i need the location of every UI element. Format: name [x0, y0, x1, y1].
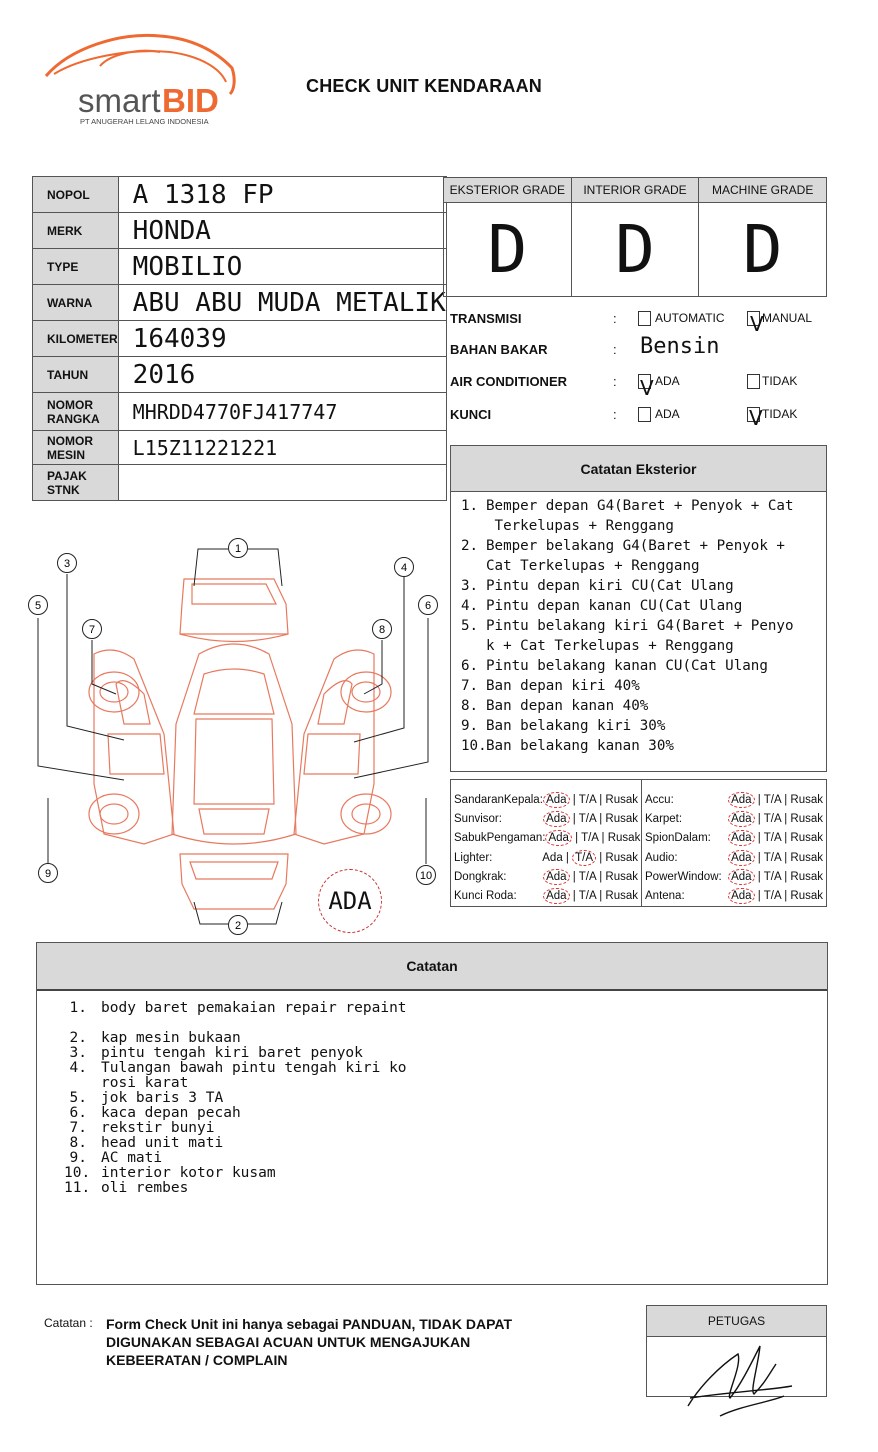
marker-number: 1 — [234, 543, 242, 555]
vehicle-info-row — [33, 321, 447, 357]
accessories-panel — [450, 779, 827, 907]
accessory-options — [728, 888, 826, 904]
grade-label: MACHINE GRADE — [699, 178, 826, 203]
note-text — [486, 736, 674, 756]
option-ta[interactable]: T/A — [578, 890, 596, 903]
vehicle-info-value: L15Z11221221 — [118, 431, 446, 465]
note-number: 6. — [461, 658, 479, 674]
transmisi-label: TRANSMISI — [450, 311, 522, 326]
catatan-text — [101, 1181, 188, 1196]
catatan-number: 3. — [69, 1045, 87, 1061]
option-separator: | — [781, 832, 791, 845]
exterior-note-item — [461, 696, 820, 716]
vehicle-info-row — [33, 465, 447, 501]
colon: : — [498, 812, 502, 825]
note-text — [486, 656, 768, 676]
exterior-note-item — [461, 656, 820, 676]
colon: : — [489, 851, 493, 864]
option-ada[interactable]: Ada — [728, 869, 754, 885]
diagram-marker-6 — [419, 596, 438, 615]
option-separator: | — [562, 851, 573, 864]
catatan-line: Tulangan bawah pintu tengah kiri ko — [101, 1060, 407, 1076]
vehicle-info-value — [118, 465, 446, 501]
vehicle-info-label: KILOMETER — [33, 321, 119, 357]
accessory-name: Karpet — [645, 812, 679, 825]
exterior-grade — [444, 178, 572, 296]
catatan-line: rekstir bunyi — [101, 1120, 215, 1136]
exterior-notes-title: Catatan Eksterior — [451, 446, 826, 492]
vehicle-info-label: NOMOR RANGKA — [33, 393, 119, 431]
option-ta[interactable]: T/A — [581, 832, 599, 845]
petugas-label: PETUGAS — [647, 1306, 826, 1337]
note-number: 9. — [461, 718, 479, 734]
catatan-item — [64, 1061, 827, 1091]
catatan-text — [101, 1136, 223, 1151]
smartbid-logo — [40, 28, 240, 128]
vehicle-info-value: MOBILIO — [118, 249, 446, 285]
catatan-number: 6. — [69, 1105, 87, 1121]
ac-ada-label: ADA — [655, 374, 680, 388]
catatan-item — [64, 1181, 827, 1196]
option-rusak[interactable]: Rusak — [607, 832, 641, 845]
vehicle-info-row — [33, 177, 447, 213]
catatan-text — [101, 1106, 241, 1121]
catatan-line: body baret pemakaian repair repaint — [101, 1000, 407, 1016]
accessory-row — [454, 848, 641, 867]
vehicle-info-row — [33, 249, 447, 285]
note-number: 10. — [461, 738, 487, 754]
marker-number: 8 — [378, 624, 386, 636]
colon: : — [707, 832, 711, 845]
marker-number: 6 — [424, 600, 432, 612]
option-ada[interactable]: Ada — [545, 830, 571, 846]
catatan-line: interior kotor kusam — [101, 1165, 276, 1181]
catatan-number: 11. — [64, 1180, 91, 1196]
colon: : — [539, 793, 543, 806]
option-separator: | — [781, 851, 791, 864]
vehicle-info-label: NOMOR MESIN — [33, 431, 119, 465]
note-number: 1. — [461, 498, 479, 514]
accessory-row — [645, 886, 826, 905]
kunci-label: KUNCI — [450, 407, 492, 422]
option-separator: | — [596, 793, 606, 806]
catatan-item — [64, 1151, 827, 1166]
option-rusak[interactable]: Rusak — [605, 812, 638, 825]
colon: : — [542, 832, 546, 845]
bahan-bakar-label: BAHAN BAKAR — [450, 342, 548, 357]
note-line: Terkelupas + Renggang — [486, 518, 674, 534]
option-ta[interactable]: T/A — [578, 812, 596, 825]
option-ta[interactable]: T/A — [763, 851, 781, 864]
exterior-note-item — [461, 496, 820, 536]
option-separator: | — [781, 870, 791, 883]
marker-number: 3 — [63, 558, 71, 570]
catatan-text — [101, 1091, 223, 1106]
option-rusak[interactable]: Rusak — [790, 812, 823, 825]
option-ada[interactable]: Ada — [728, 850, 754, 866]
catatan-item — [64, 1106, 827, 1121]
catatan-text — [101, 1151, 162, 1166]
note-text — [486, 496, 794, 536]
diagram-marker-2 — [229, 916, 248, 935]
note-number: 8. — [461, 698, 479, 714]
vehicle-info-row — [33, 357, 447, 393]
catatan-list — [37, 991, 827, 1196]
option-ta[interactable]: T/A — [572, 850, 596, 866]
option-rusak[interactable]: Rusak — [790, 832, 823, 845]
catatan-line: jok baris 3 TA — [101, 1090, 224, 1106]
vehicle-info-value: HONDA — [118, 213, 446, 249]
accessory-row — [454, 809, 641, 828]
catatan-text — [101, 1046, 363, 1061]
diagram-marker-4 — [395, 558, 414, 577]
accessory-name: Dongkrak — [454, 870, 504, 883]
marker-number: 7 — [88, 624, 96, 636]
page-title: CHECK UNIT KENDARAAN — [306, 76, 542, 96]
option-ada[interactable]: Ada — [543, 869, 569, 885]
accessory-options — [542, 850, 641, 866]
note-line: Ban belakang kanan 30% — [486, 738, 674, 754]
accessory-options — [728, 792, 826, 808]
petugas-signature — [680, 1336, 800, 1418]
option-ada[interactable]: Ada — [543, 792, 569, 808]
vehicle-info-label: MERK — [33, 213, 119, 249]
option-separator: | — [596, 851, 606, 864]
grade-panel — [443, 177, 827, 297]
accessory-name: SpionDalam — [645, 832, 708, 845]
option-separator: | — [781, 812, 791, 825]
option-ta[interactable]: T/A — [763, 812, 781, 825]
accessory-row — [454, 867, 641, 886]
catatan-title: Catatan — [37, 943, 827, 991]
vehicle-info-label: WARNA — [33, 285, 119, 321]
option-separator: | — [754, 832, 764, 845]
note-line: k + Cat Terkelupas + Renggang — [486, 638, 734, 654]
vehicle-info-label: TAHUN — [33, 357, 119, 393]
colon: : — [513, 890, 517, 903]
note-line: Pintu depan kiri CU(Cat Ulang — [486, 578, 734, 594]
note-line: Pintu depan kanan CU(Cat Ulang — [486, 598, 743, 614]
catatan-number: 7. — [69, 1120, 87, 1136]
option-ta[interactable]: T/A — [763, 890, 781, 903]
kunci-ada-label: ADA — [655, 407, 680, 421]
option-ada[interactable]: Ada — [728, 811, 754, 827]
colon: : — [718, 870, 722, 883]
vehicle-info-value: 164039 — [118, 321, 446, 357]
catatan-item — [64, 1046, 827, 1061]
catatan-text — [101, 1031, 241, 1046]
catatan-text — [101, 1121, 215, 1136]
diagram-marker-9 — [39, 864, 58, 883]
accessory-row — [645, 829, 826, 848]
catatan-text — [101, 1001, 407, 1016]
catatan-number: 5. — [69, 1090, 87, 1106]
vehicle-info-label: PAJAK STNK — [33, 465, 119, 501]
option-ta[interactable]: T/A — [763, 793, 781, 806]
footer-label: Catatan : — [44, 1316, 93, 1330]
note-line: Ban depan kanan 40% — [486, 698, 649, 714]
exterior-note-item — [461, 736, 820, 756]
note-text — [486, 576, 734, 596]
option-rusak[interactable]: Rusak — [605, 793, 638, 806]
accessory-options — [543, 811, 641, 827]
catatan-item — [64, 1136, 827, 1151]
vehicle-info-row — [33, 213, 447, 249]
option-rusak[interactable]: Rusak — [790, 870, 823, 883]
grade-label: INTERIOR GRADE — [572, 178, 699, 203]
option-rusak[interactable]: Rusak — [790, 890, 823, 903]
vehicle-info-value: A 1318 FP — [118, 177, 446, 213]
diagram-marker-8 — [373, 620, 392, 639]
diagram-marker-1 — [229, 539, 248, 558]
note-number: 7. — [461, 678, 479, 694]
catatan-line: kaca depan pecah — [101, 1105, 241, 1121]
marker-number: 10 — [419, 870, 433, 882]
vehicle-info-label: TYPE — [33, 249, 119, 285]
ac-label: AIR CONDITIONER — [450, 374, 567, 389]
option-separator: | — [598, 832, 608, 845]
interior-grade — [572, 178, 700, 296]
accessory-options — [543, 869, 641, 885]
option-rusak[interactable]: Rusak — [605, 890, 638, 903]
option-ada[interactable]: Ada — [542, 851, 563, 864]
option-separator: | — [569, 890, 579, 903]
option-separator: | — [569, 793, 579, 806]
logo-company: PT ANUGERAH LELANG INDONESIA — [80, 117, 209, 126]
note-number: 4. — [461, 598, 479, 614]
option-ada[interactable]: Ada — [543, 811, 569, 827]
catatan-item — [64, 1031, 827, 1046]
grade-value: D — [487, 211, 528, 288]
colon: : — [613, 407, 617, 422]
note-text — [486, 536, 785, 576]
diagram-marker-7 — [83, 620, 102, 639]
note-text — [486, 696, 648, 716]
exterior-notes-panel — [450, 445, 827, 772]
catatan-item — [64, 1166, 827, 1181]
option-separator: | — [571, 832, 582, 845]
note-line: Cat Terkelupas + Renggang — [486, 558, 700, 574]
option-separator: | — [754, 793, 764, 806]
note-number: 5. — [461, 618, 479, 634]
accessory-name: Kunci Roda — [454, 890, 514, 903]
option-rusak[interactable]: Rusak — [790, 851, 823, 864]
colon: : — [678, 812, 683, 825]
note-line: Bemper depan G4(Baret + Penyok + Cat — [486, 498, 794, 514]
check-mark: V — [640, 376, 654, 400]
option-ada[interactable]: Ada — [728, 830, 754, 846]
accessory-options — [543, 792, 641, 808]
exterior-note-item — [461, 596, 820, 616]
exterior-note-item — [461, 716, 820, 736]
note-line: Pintu belakang kiri G4(Baret + Penyo — [486, 618, 794, 634]
catatan-number: 8. — [69, 1135, 87, 1151]
colon: : — [503, 870, 507, 883]
catatan-item — [64, 1121, 827, 1136]
accessories-left — [451, 780, 642, 906]
marker-number: 5 — [34, 600, 42, 612]
accessory-name: SabukPengaman — [454, 832, 543, 845]
note-line: Pintu belakang kanan CU(Cat Ulang — [486, 658, 768, 674]
vehicle-info-value: ABU ABU MUDA METALIK — [118, 285, 446, 321]
accessory-row — [645, 867, 826, 886]
marker-number: 2 — [234, 920, 242, 932]
manual-label: MANUAL — [762, 311, 813, 325]
option-separator: | — [781, 890, 791, 903]
catatan-item — [64, 1091, 827, 1106]
note-line: Bemper belakang G4(Baret + Penyok + — [486, 538, 785, 554]
car-damage-diagram — [24, 534, 444, 939]
colon: : — [613, 342, 617, 357]
colon: : — [670, 793, 674, 806]
accessory-row — [645, 848, 826, 867]
catatan-number: 9. — [69, 1150, 87, 1166]
accessory-name: PowerWindow — [645, 870, 719, 883]
accessory-name: SandaranKepala — [454, 793, 540, 806]
kunci-tidak-label: TIDAK — [762, 407, 798, 421]
bahan-bakar-value: Bensin — [640, 334, 720, 359]
note-text — [486, 596, 742, 616]
catatan-number: 1. — [69, 1000, 87, 1016]
marker-number: 9 — [44, 868, 52, 880]
option-separator: | — [754, 890, 764, 903]
vehicle-info-row — [33, 431, 447, 465]
option-separator: | — [754, 812, 764, 825]
accessory-options — [728, 850, 826, 866]
kunci-ada-checkbox[interactable] — [638, 407, 651, 422]
marker-number: 4 — [400, 562, 408, 574]
note-text — [486, 616, 794, 656]
accessory-name: Sunvisor — [454, 812, 499, 825]
option-ta[interactable]: T/A — [578, 793, 596, 806]
catatan-number: 10. — [64, 1165, 91, 1181]
vehicle-info-row — [33, 393, 447, 431]
catatan-line: AC mati — [101, 1150, 163, 1166]
automatic-checkbox[interactable] — [638, 311, 651, 326]
svg-text:smart: smart — [78, 82, 161, 119]
option-separator: | — [754, 870, 764, 883]
accessory-options — [543, 888, 641, 904]
accessory-name: Audio — [645, 851, 675, 864]
accessory-options — [545, 830, 643, 846]
colon: : — [674, 851, 678, 864]
accessories-right — [642, 780, 826, 906]
option-rusak[interactable]: Rusak — [605, 851, 638, 864]
option-ta[interactable]: T/A — [763, 832, 781, 845]
option-separator: | — [569, 812, 579, 825]
option-separator: | — [569, 870, 579, 883]
catatan-line: kap mesin bukaan — [101, 1030, 241, 1046]
catatan-text — [101, 1166, 276, 1181]
option-separator: | — [781, 793, 791, 806]
exterior-notes-list — [451, 492, 826, 756]
catatan-text — [101, 1061, 407, 1091]
vehicle-info-value: MHRDD4770FJ417747 — [118, 393, 446, 431]
grade-label: EKSTERIOR GRADE — [444, 178, 571, 203]
option-rusak[interactable]: Rusak — [605, 870, 638, 883]
option-ada[interactable]: Ada — [728, 888, 754, 904]
colon: : — [613, 311, 617, 326]
note-text — [486, 716, 665, 736]
svg-text:BID: BID — [162, 82, 219, 119]
note-number: 3. — [461, 578, 479, 594]
option-separator: | — [596, 890, 606, 903]
catatan-line: pintu tengah kiri baret penyok — [101, 1045, 363, 1061]
catatan-line: oli rembes — [101, 1180, 189, 1196]
option-ta[interactable]: T/A — [578, 870, 596, 883]
exterior-note-item — [461, 536, 820, 576]
check-mark: V — [750, 312, 764, 336]
ac-tidak-label: TIDAK — [762, 374, 798, 388]
vehicle-info-label: NOPOL — [33, 177, 119, 213]
colon: : — [681, 890, 685, 903]
machine-grade — [699, 178, 826, 296]
exterior-note-item — [461, 576, 820, 596]
automatic-label: AUTOMATIC — [655, 311, 725, 325]
diagram-marker-10 — [417, 866, 436, 885]
accessory-row — [645, 809, 826, 828]
catatan-number: 4. — [69, 1060, 87, 1076]
footer-disclaimer: Form Check Unit ini hanya sebagai PANDUAN, TIDAK DAPAT DIGUNAKAN SEBAGAI ACUAN UNTUK MENGAJUKAN KEBEERATAN / COMPLAIN — [106, 1316, 513, 1368]
option-ada[interactable]: Ada — [543, 888, 569, 904]
grade-value: D — [742, 211, 783, 288]
grade-value: D — [615, 211, 655, 288]
accessory-row — [454, 790, 641, 809]
accessory-options — [728, 811, 826, 827]
catatan-line: head unit mati — [101, 1135, 224, 1151]
accessory-options — [728, 869, 826, 885]
vehicle-info-table — [32, 176, 447, 501]
catatan-item — [64, 1001, 827, 1016]
ac-tidak-checkbox[interactable] — [747, 374, 760, 389]
option-rusak[interactable]: Rusak — [790, 793, 823, 806]
check-mark: V — [749, 406, 763, 430]
ada-stamp: ADA — [318, 869, 382, 933]
colon: : — [613, 374, 617, 389]
note-line: Ban depan kiri 40% — [486, 678, 640, 694]
diagram-marker-5 — [29, 596, 48, 615]
vehicle-info-value: 2016 — [118, 357, 446, 393]
accessory-row — [645, 790, 826, 809]
catatan-line: rosi karat — [101, 1075, 189, 1091]
accessory-name: Accu — [645, 793, 671, 806]
diagram-marker-3 — [58, 554, 77, 573]
option-separator: | — [596, 812, 606, 825]
vehicle-info-row — [33, 285, 447, 321]
option-ta[interactable]: T/A — [763, 870, 781, 883]
note-line: Ban belakang kiri 30% — [486, 718, 666, 734]
option-separator: | — [754, 851, 764, 864]
note-text — [486, 676, 640, 696]
option-separator: | — [596, 870, 606, 883]
accessory-name: Lighter — [454, 851, 490, 864]
note-number: 2. — [461, 538, 479, 554]
exterior-note-item — [461, 616, 820, 656]
catatan-number: 2. — [69, 1030, 87, 1046]
accessory-name: Antena — [645, 890, 682, 903]
catatan-panel — [36, 942, 828, 1285]
option-ada[interactable]: Ada — [728, 792, 754, 808]
exterior-note-item — [461, 676, 820, 696]
accessory-row — [454, 829, 641, 848]
accessory-row — [454, 886, 641, 905]
accessory-options — [728, 830, 826, 846]
